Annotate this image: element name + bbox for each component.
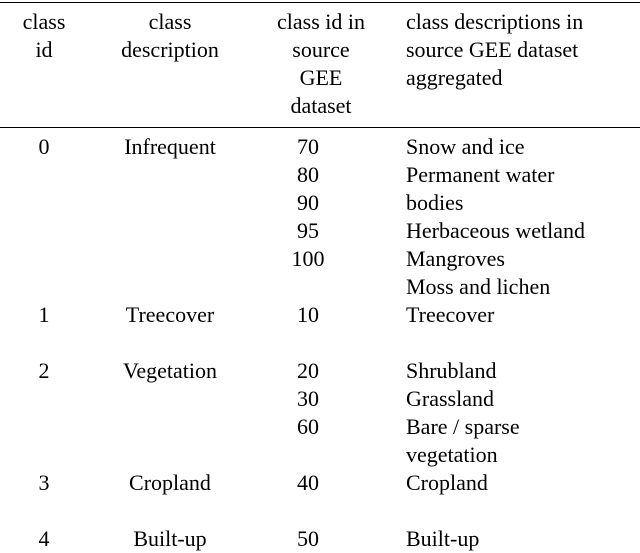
row-4-source-ids: [262, 525, 354, 553]
source-id: 20: [297, 358, 319, 383]
source-id: 60: [297, 414, 319, 439]
row-1-source-ids: [262, 301, 354, 329]
aggregated-line: Built-up: [406, 526, 480, 551]
source-id: 70: [297, 134, 319, 159]
header-aggregated-descriptions: class descriptions in source GEE dataset aggregated: [406, 9, 584, 90]
aggregated-line: Herbaceous wetland: [406, 218, 585, 243]
source-id: 95: [297, 218, 319, 243]
row-1-class-id: 1: [38, 302, 50, 327]
row-0-class-description: Infrequent: [124, 134, 216, 159]
row-4-aggregated: [406, 525, 640, 553]
aggregated-line: Cropland: [406, 470, 488, 495]
source-id: 40: [297, 470, 319, 495]
row-1-aggregated: [406, 301, 640, 329]
aggregated-line: Treecover: [406, 302, 495, 327]
aggregated-line: Snow and ice: [406, 134, 525, 159]
row-0-source-ids: [262, 133, 354, 273]
row-0-aggregated: [406, 133, 640, 301]
source-id: 30: [297, 386, 319, 411]
row-2-class-id: 2: [38, 358, 50, 383]
row-2-source-ids: [262, 357, 354, 441]
header-source-class-id: class id in source GEE dataset: [277, 9, 365, 118]
row-2-class-description: Vegetation: [122, 358, 218, 383]
aggregated-line: bodies: [406, 190, 464, 215]
source-id: 90: [297, 190, 319, 215]
row-3-source-ids: [262, 469, 354, 497]
aggregated-line: Mangroves: [406, 246, 505, 271]
aggregated-line: Bare / sparse: [406, 414, 520, 439]
aggregated-line: vegetation: [406, 442, 498, 467]
top-rule: [0, 2, 640, 3]
aggregated-line: Permanent water: [406, 162, 555, 187]
aggregated-line: Moss and lichen: [406, 274, 551, 299]
row-2-aggregated: [406, 357, 640, 469]
row-4-class-description: Built-up: [133, 526, 207, 551]
header-class-id: class id: [22, 9, 66, 62]
row-1-class-description: Treecover: [125, 302, 215, 327]
source-id: 100: [291, 246, 325, 271]
aggregated-line: Shrubland: [406, 358, 497, 383]
row-3-class-description: Cropland: [129, 470, 211, 495]
header-class-description: class description: [121, 9, 219, 62]
source-id: 10: [297, 302, 319, 327]
header-rule: [0, 127, 640, 128]
row-0-class-id: 0: [38, 134, 50, 159]
source-id: 80: [297, 162, 319, 187]
row-4-class-id: 4: [38, 526, 50, 551]
aggregated-line: Grassland: [406, 386, 494, 411]
row-3-aggregated: [406, 469, 640, 497]
source-id: 50: [297, 526, 319, 551]
row-3-class-id: 3: [38, 470, 50, 495]
